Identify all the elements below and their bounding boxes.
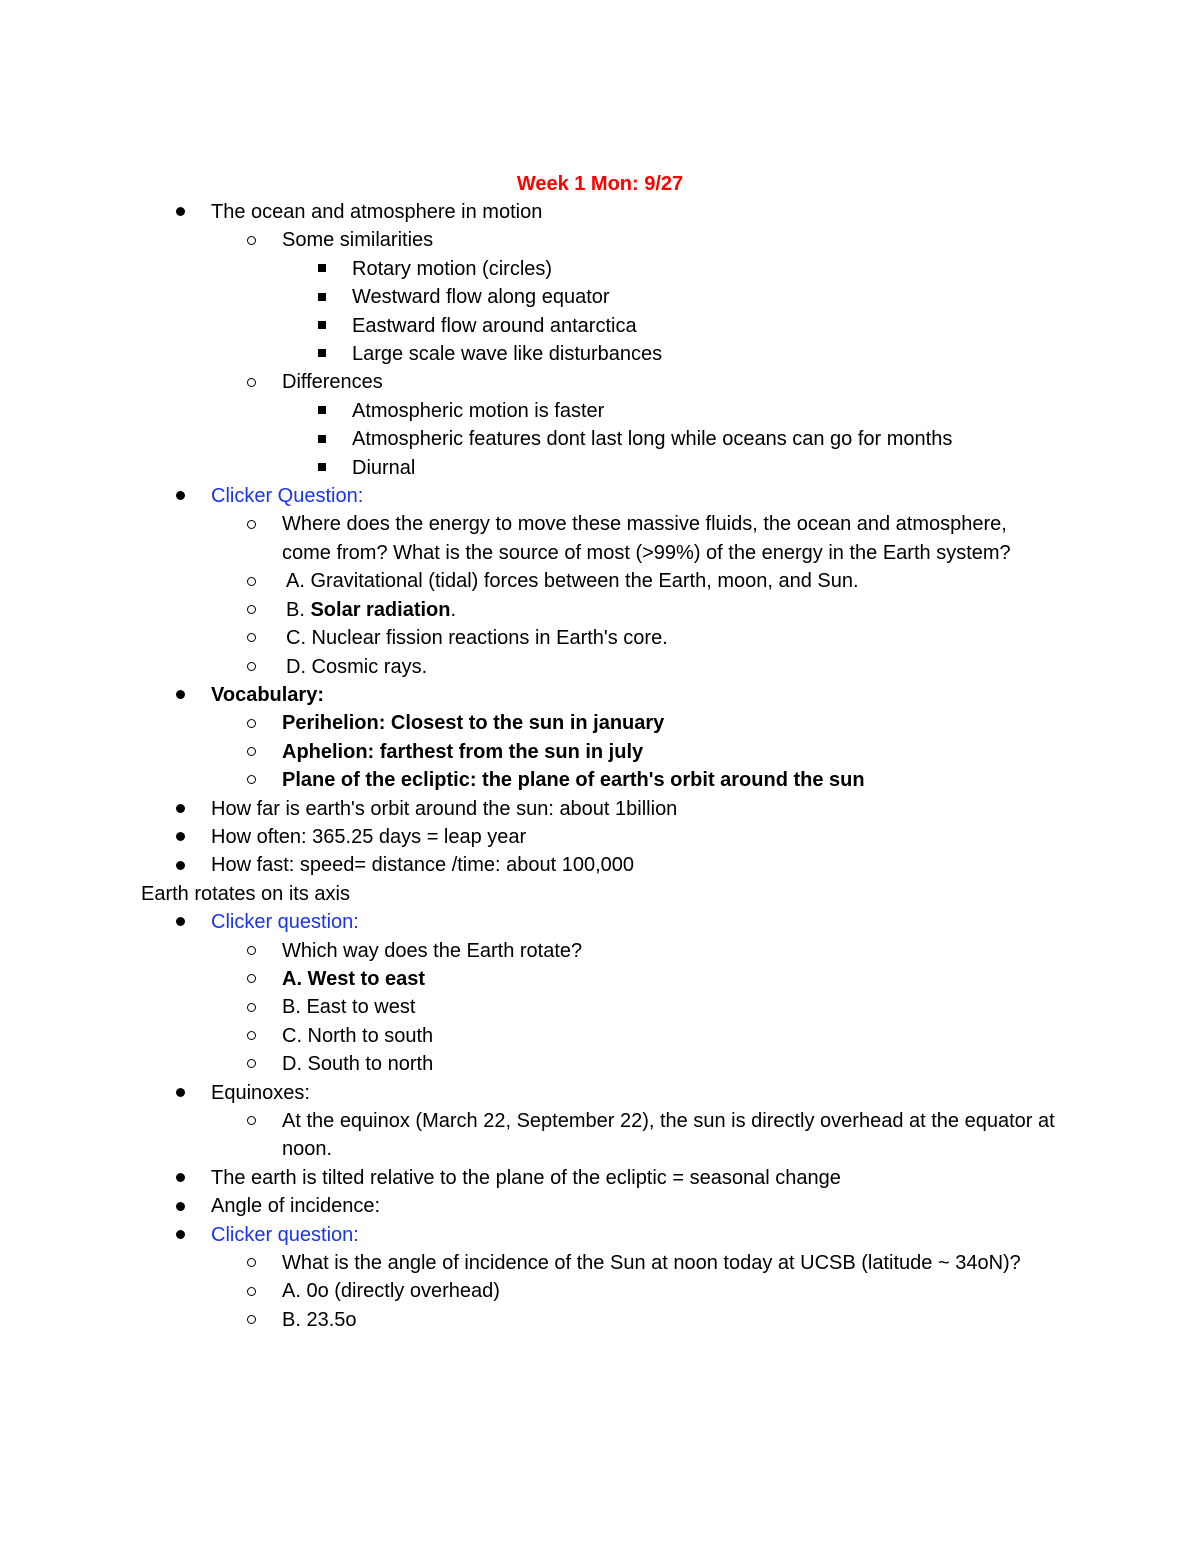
hollow-bullet-icon <box>247 368 256 396</box>
list-item: Eastward flow around antarctica <box>0 312 1200 340</box>
list-item: Equinoxes: <box>0 1079 1200 1107</box>
list-item: Differences <box>0 368 1200 396</box>
list-item: A. Gravitational (tidal) forces between the Earth, moon, and Sun. <box>0 567 1200 595</box>
list-item: Westward flow along equator <box>0 283 1200 311</box>
list-item: Aphelion: farthest from the sun in july <box>0 738 1200 766</box>
list-item: Angle of incidence: <box>0 1192 1200 1220</box>
list-item: Which way does the Earth rotate? <box>0 937 1200 965</box>
square-bullet-icon <box>318 312 326 340</box>
list-item: D. South to north <box>0 1050 1200 1078</box>
list-item: Clicker question: <box>0 908 1200 936</box>
list-item: How fast: speed= distance /time: about 100,000 <box>0 851 1200 879</box>
list-item: Diurnal <box>0 454 1200 482</box>
list-item: B. Solar radiation. <box>0 596 1200 624</box>
filled-bullet-icon <box>176 1192 185 1220</box>
hollow-bullet-icon <box>247 1050 256 1078</box>
list-item: Some similarities <box>0 226 1200 254</box>
list-item: Vocabulary: <box>0 681 1200 709</box>
filled-bullet-icon <box>176 1164 185 1192</box>
hollow-bullet-icon <box>247 226 256 254</box>
list-item: Where does the energy to move these massive fluids, the ocean and atmosphere, come from? What is the source of most (>99%) of the energy in the Earth system? <box>0 510 1200 567</box>
page-title: Week 1 Mon: 9/27 <box>516 173 684 195</box>
list-item: B. East to west <box>0 993 1200 1021</box>
square-bullet-icon <box>318 397 326 425</box>
list-item: The ocean and atmosphere in motion <box>0 198 1200 226</box>
notes-list <box>0 198 1200 1334</box>
list-item: What is the angle of incidence of the Sun at noon today at UCSB (latitude ~ 34oN)? <box>0 1249 1200 1277</box>
list-item: Clicker question: <box>0 1221 1200 1249</box>
hollow-bullet-icon <box>247 1277 256 1305</box>
filled-bullet-icon <box>176 795 185 823</box>
filled-bullet-icon <box>176 198 185 226</box>
square-bullet-icon <box>318 283 326 311</box>
hollow-bullet-icon <box>247 766 256 794</box>
hollow-bullet-icon <box>247 624 256 652</box>
list-item: The earth is tilted relative to the plane of the ecliptic = seasonal change <box>0 1164 1200 1192</box>
list-item: Large scale wave like disturbances <box>0 340 1200 368</box>
filled-bullet-icon <box>176 851 185 879</box>
hollow-bullet-icon <box>247 596 256 624</box>
list-item: C. North to south <box>0 1022 1200 1050</box>
list-item: Atmospheric features dont last long while oceans can go for months <box>0 425 1200 453</box>
square-bullet-icon <box>318 454 326 482</box>
hollow-bullet-icon <box>247 965 256 993</box>
list-item: How often: 365.25 days = leap year <box>0 823 1200 851</box>
hollow-bullet-icon <box>247 1107 256 1135</box>
list-item: D. Cosmic rays. <box>0 653 1200 681</box>
square-bullet-icon <box>318 425 326 453</box>
list-item: Clicker Question: <box>0 482 1200 510</box>
filled-bullet-icon <box>176 1079 185 1107</box>
list-item: C. Nuclear fission reactions in Earth's core. <box>0 624 1200 652</box>
paragraph: Earth rotates on its axis <box>141 882 350 905</box>
list-item: How far is earth's orbit around the sun: about 1billion <box>0 795 1200 823</box>
hollow-bullet-icon <box>247 993 256 1021</box>
hollow-bullet-icon <box>247 1022 256 1050</box>
list-item: Perihelion: Closest to the sun in january <box>0 709 1200 737</box>
filled-bullet-icon <box>176 908 185 936</box>
hollow-bullet-icon <box>247 1249 256 1277</box>
hollow-bullet-icon <box>247 937 256 965</box>
list-item: Plane of the ecliptic: the plane of earth's orbit around the sun <box>0 766 1200 794</box>
hollow-bullet-icon <box>247 653 256 681</box>
square-bullet-icon <box>318 340 326 368</box>
list-item: Rotary motion (circles) <box>0 255 1200 283</box>
list-item: A. West to east <box>0 965 1200 993</box>
filled-bullet-icon <box>176 823 185 851</box>
list-item: A. 0o (directly overhead) <box>0 1277 1200 1305</box>
hollow-bullet-icon <box>247 709 256 737</box>
filled-bullet-icon <box>176 681 185 709</box>
hollow-bullet-icon <box>247 510 256 538</box>
filled-bullet-icon <box>176 482 185 510</box>
hollow-bullet-icon <box>247 567 256 595</box>
list-item: Atmospheric motion is faster <box>0 397 1200 425</box>
hollow-bullet-icon <box>247 738 256 766</box>
filled-bullet-icon <box>176 1221 185 1249</box>
list-item: B. 23.5o <box>0 1306 1200 1334</box>
list-item: At the equinox (March 22, September 22), the sun is directly overhead at the equator at noon. <box>0 1107 1200 1164</box>
hollow-bullet-icon <box>247 1306 256 1334</box>
square-bullet-icon <box>318 255 326 283</box>
